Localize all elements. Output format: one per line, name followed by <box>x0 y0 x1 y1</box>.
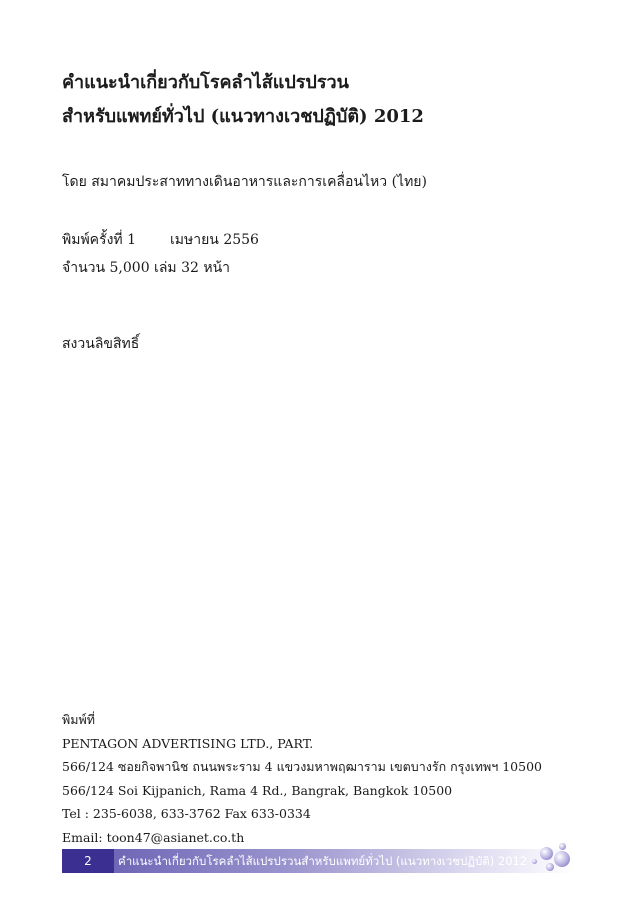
edition-label: พิมพ์ครั้งที่ 1 <box>62 232 136 248</box>
page-number: 2 <box>84 854 92 868</box>
printer-label: พิมพ์ที่ <box>62 712 95 727</box>
copyright-notice: สงวนลิขสิทธิ์ <box>62 336 140 352</box>
printer-name: PENTAGON ADVERTISING LTD., PART. <box>62 735 314 751</box>
author-line: โดย สมาคมประสาททางเดินอาหารและการเคลื่อนไหว (ไทย) <box>62 174 427 190</box>
edition-date: เมษายน 2556 <box>170 232 259 248</box>
edition-info <box>62 226 259 282</box>
printer-phone: Tel : 235-6038, 633-3762 Fax 633-0334 <box>62 806 311 821</box>
title-line-1: คำแนะนำเกี่ยวกับโรคลำไส้แปรปรวน <box>62 72 349 93</box>
printer-address-english: 566/124 Soi Kijpanich, Rama 4 Rd., Bangrak, Bangkok 10500 <box>62 782 453 798</box>
running-title: คำแนะนำเกี่ยวกับโรคลำไส้แปรปรวนสำหรับแพทย์ทั่วไป (แนวทางเวชปฏิบัติ) 2012 <box>118 854 528 868</box>
page-footer <box>62 849 574 873</box>
document-title <box>62 66 424 134</box>
printer-info <box>62 708 542 849</box>
printer-email: Email: toon47@asianet.co.th <box>62 829 245 845</box>
printer-address-thai: 566/124 ซอยกิจพานิช ถนนพระราม 4 แขวงมหาพฤฒาราม เขตบางรัก กรุงเทพฯ 10500 <box>62 759 542 774</box>
print-run: จำนวน 5,000 เล่ม 32 หน้า <box>62 260 231 276</box>
title-line-2: สำหรับแพทย์ทั่วไป (แนวทางเวชปฏิบัติ) 2012 <box>62 106 424 127</box>
